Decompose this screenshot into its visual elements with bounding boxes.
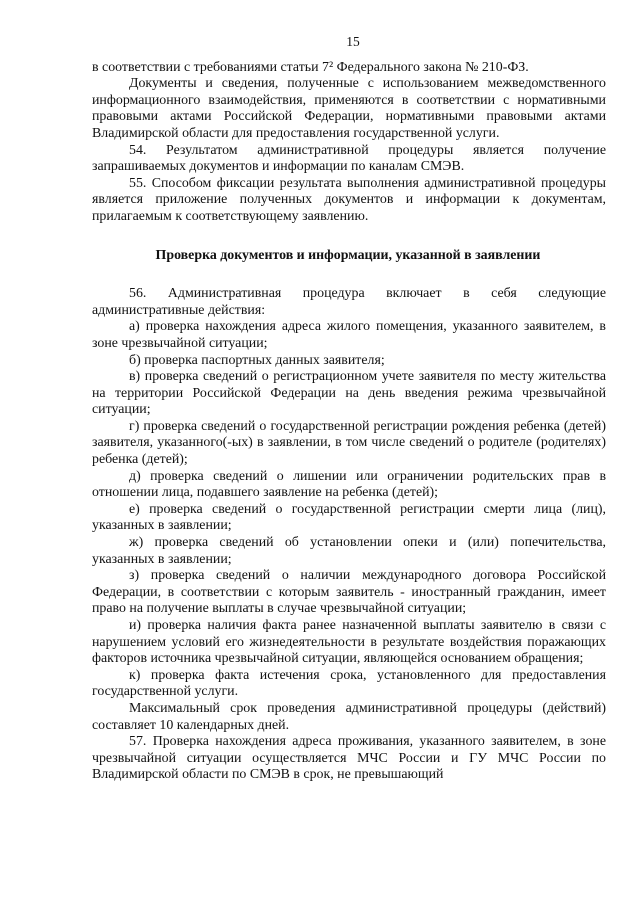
paragraph: 55. Способом фиксации результата выполнения административной процедуры является приложение полученных документов и информации к документам, прилагаемым к соответствующему заявлению. <box>92 175 606 224</box>
paragraph: г) проверка сведений о государственной регистрации рождения ребенка (детей) заявителя, указанного(-ых) в заявлении, в том числе сведений о родителе (родителях) ребенка (детей); <box>92 418 606 468</box>
paragraph: и) проверка наличия факта ранее назначенной выплаты заявителю в связи с нарушением условий его жизнедеятельности в результате воздействия поражающих факторов источника чрезвычайной ситуации, являющейся основанием обращения; <box>92 618 606 667</box>
paragraph: б) проверка паспортных данных заявителя; <box>129 352 385 368</box>
paragraph: 54. Результатом административной процедуры является получение запрашиваемых документов и информации по каналам СМЭВ. <box>92 142 606 175</box>
paragraph: в соответствии с требованиями статьи 7² Федерального закона № 210-ФЗ. <box>92 59 529 75</box>
top-section <box>92 60 606 226</box>
section-heading: Проверка документов и информации, указанной в заявлении <box>155 247 541 263</box>
paragraph: д) проверка сведений о лишении или ограничении родительских прав в отношении лица, подавшего заявление на ребенка (детей); <box>92 468 606 501</box>
paragraph: а) проверка нахождения адреса жилого помещения, указанного заявителем, в зоне чрезвычайной ситуации; <box>92 319 606 351</box>
paragraph: к) проверка факта истечения срока, установленного для предоставления государственной услуги. <box>92 667 606 700</box>
paragraph: 56. Административная процедура включает в себя следующие административные действия: <box>92 286 606 318</box>
paragraph: Документы и сведения, полученные с использованием межведомственного информационного взаимодействия, применяются в соответствии с нормативными правовыми актами Российской Федерации, нормативными правовыми актами Владимирской области для предоставления государственной услуги. <box>92 76 606 141</box>
paragraph: Максимальный срок проведения административной процедуры (действий) составляет 10 календарных дней. <box>92 700 606 733</box>
paragraph: е) проверка сведений о государственной регистрации смерти лица (лиц), указанных в заявлении; <box>92 501 606 534</box>
paragraph: 57. Проверка нахождения адреса проживания, указанного заявителем, в зоне чрезвычайной ситуации осуществляется МЧС России и ГУ МЧС России по Владимирской области по СМЭВ в срок, не превышающий <box>92 734 606 783</box>
paragraph: в) проверка сведений о регистрационном учете заявителя по месту жительства на территории Российской Федерации на день введения режима чрезвычайной ситуации; <box>92 369 606 418</box>
paragraph: з) проверка сведений о наличии международного договора Российской Федерации, в соответствии с которым заявитель - иностранный гражданин, имеет право на получение выплаты в случае чрезвычайной ситуации; <box>92 568 606 617</box>
page-number: 15 <box>346 34 360 49</box>
paragraph: ж) проверка сведений об установлении опеки и (или) попечительства, указанных в заявлении; <box>92 535 606 567</box>
bottom-section <box>92 286 606 784</box>
